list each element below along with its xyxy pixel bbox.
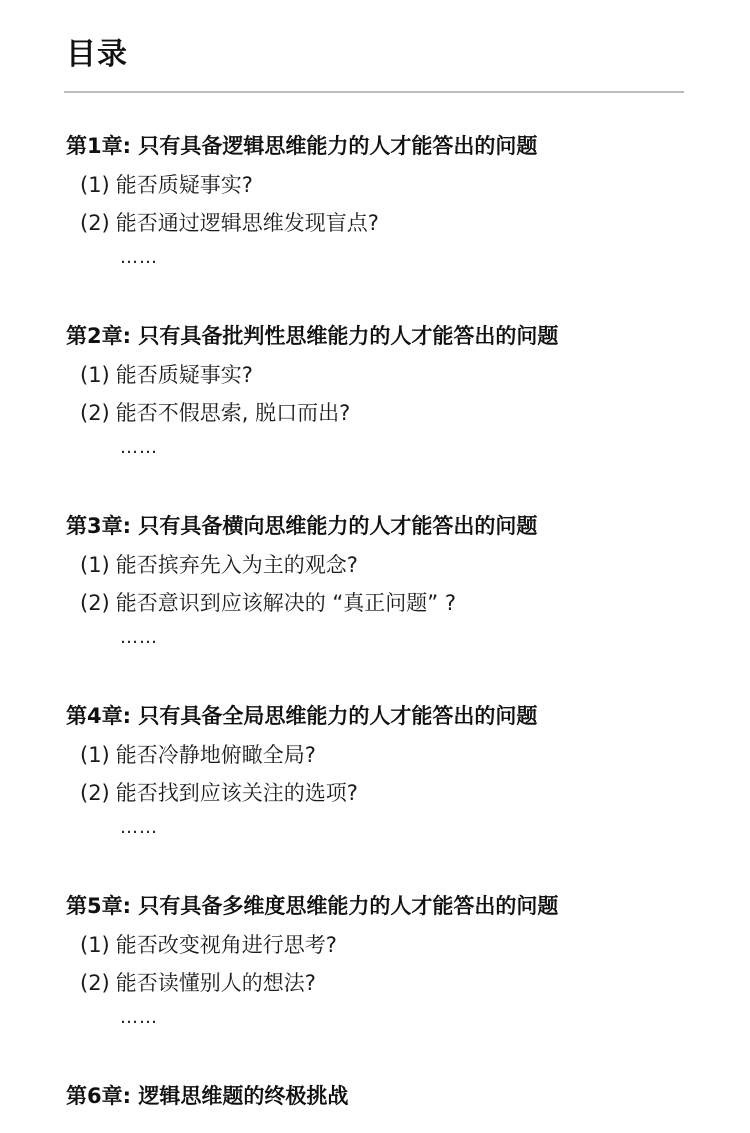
chapter-item[interactable] xyxy=(80,740,316,770)
more-ellipsis: …… xyxy=(120,437,158,458)
item-number: (2) xyxy=(80,971,110,995)
item-text: 能否通过逻辑思维发现盲点? xyxy=(115,211,379,235)
item-text: 能否不假思索, 脱口而出? xyxy=(115,401,351,425)
chapter-item[interactable] xyxy=(80,588,456,618)
chapter-heading[interactable]: 第2章: 只有具备批判性思维能力的人才能答出的问题 xyxy=(66,324,559,348)
toc-title: 目录 xyxy=(66,37,128,72)
item-text: 能否质疑事实? xyxy=(115,363,253,387)
item-text: 能否读懂别人的想法? xyxy=(115,971,316,995)
item-number: (2) xyxy=(80,591,110,615)
item-number: (2) xyxy=(80,781,110,805)
more-ellipsis: …… xyxy=(120,627,158,648)
item-number: (1) xyxy=(80,173,110,197)
chapter-heading[interactable]: 第1章: 只有具备逻辑思维能力的人才能答出的问题 xyxy=(66,134,538,158)
chapter-item[interactable] xyxy=(80,930,337,960)
item-text: 能否冷静地俯瞰全局? xyxy=(115,743,316,767)
item-text: 能否意识到应该解决的 “真正问题” ? xyxy=(115,591,457,615)
item-text: 能否改变视角进行思考? xyxy=(115,933,337,957)
more-ellipsis: …… xyxy=(120,817,158,838)
item-number: (1) xyxy=(80,363,110,387)
item-text: 能否质疑事实? xyxy=(115,173,253,197)
item-number: (1) xyxy=(80,933,110,957)
item-number: (1) xyxy=(80,553,110,577)
chapter-item[interactable] xyxy=(80,398,350,428)
chapter-item[interactable] xyxy=(80,360,253,390)
chapter-heading[interactable]: 第3章: 只有具备横向思维能力的人才能答出的问题 xyxy=(66,514,538,538)
item-text: 能否摈弃先入为主的观念? xyxy=(115,553,358,577)
chapter-item[interactable] xyxy=(80,550,358,580)
chapter-item[interactable] xyxy=(80,170,253,200)
more-ellipsis: …… xyxy=(120,247,158,268)
item-text: 能否找到应该关注的选项? xyxy=(115,781,358,805)
chapter-heading[interactable]: 第6章: 逻辑思维题的终极挑战 xyxy=(66,1084,349,1108)
title-divider xyxy=(64,91,684,93)
item-number: (2) xyxy=(80,211,110,235)
chapter-item[interactable] xyxy=(80,968,316,998)
item-number: (2) xyxy=(80,401,110,425)
more-ellipsis: …… xyxy=(120,1007,158,1028)
chapter-heading[interactable]: 第5章: 只有具备多维度思维能力的人才能答出的问题 xyxy=(66,894,559,918)
chapter-heading[interactable]: 第4章: 只有具备全局思维能力的人才能答出的问题 xyxy=(66,704,538,728)
chapter-item[interactable] xyxy=(80,778,358,808)
item-number: (1) xyxy=(80,743,110,767)
chapter-item[interactable] xyxy=(80,208,379,238)
